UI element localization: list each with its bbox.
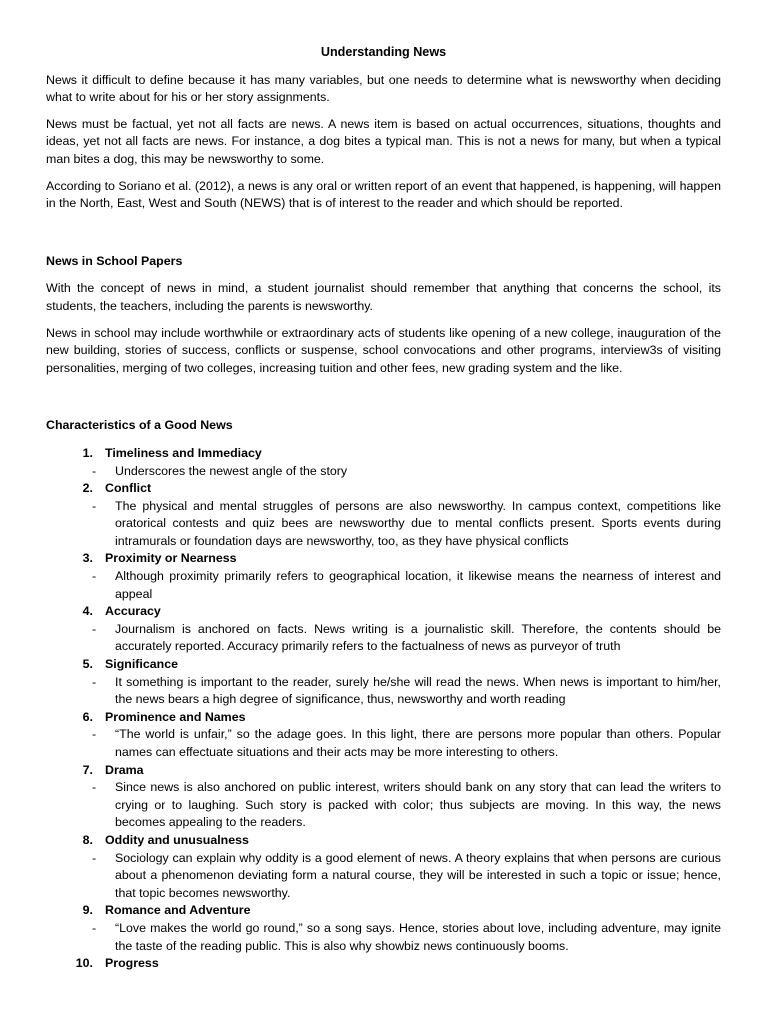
characteristic-title: Oddity and unusualness [105, 832, 249, 847]
intro-paragraph: News it difficult to define because it has many variables, but one needs to determine what is newsworthy when deciding what to write about for his or her story assignments. [46, 72, 721, 105]
characteristic-title: Romance and Adventure [105, 903, 251, 918]
characteristic-title: Progress [105, 956, 159, 971]
bullet-dash: - [92, 780, 97, 795]
characteristic-heading [46, 445, 721, 463]
characteristic-description [46, 726, 721, 761]
bullet-dash: - [92, 850, 97, 865]
characteristic-description-text: Journalism is anchored on facts. News writing is a journalistic skill. Therefore, the contents should be accurately reported. Accuracy primarily refers to the factualness of news as purveyor of truth [115, 621, 721, 654]
characteristic-title: Proximity or Nearness [105, 551, 237, 566]
section-heading-school: News in School Papers [46, 253, 183, 268]
characteristic-title: Drama [105, 762, 144, 777]
characteristic-description [46, 920, 721, 955]
characteristic-number: 1. [82, 445, 93, 460]
characteristic-description [46, 568, 721, 603]
list-item [46, 603, 721, 656]
characteristic-description [46, 850, 721, 903]
characteristic-number: 3. [82, 551, 93, 566]
characteristic-heading [46, 832, 721, 850]
characteristic-number: 10. [75, 956, 93, 971]
characteristic-description [46, 621, 721, 656]
characteristic-description [46, 779, 721, 832]
characteristic-number: 5. [82, 657, 93, 672]
bullet-dash: - [92, 727, 97, 742]
characteristic-description [46, 463, 721, 481]
school-paragraph: With the concept of news in mind, a student journalist should remember that anything that concerns the school, its students, the teachers, including the parents is newsworthy. [46, 281, 721, 313]
intro-paragraph: News must be factual, yet not all facts are news. A news item is based on actual occurrences, situations, thoughts and ideas, yet not all facts are news. For instance, a dog bites a typical man. This is not a news for many, but when a typical man bites a dog, this may be newsworthy to some. [46, 116, 721, 166]
characteristic-description-text: The physical and mental struggles of persons are also newsworthy. In campus context, competitions like oratorical contests and quiz bees are newsworthy due to mental conflicts present. Sports events during intramurals or foundation days are newsworthy, too, as they have physical conflicts [115, 498, 721, 548]
list-item [46, 709, 721, 762]
characteristic-description-text: Although proximity primarily refers to geographical location, it likewise means the nearness of interest and appeal [115, 569, 721, 601]
characteristic-title: Conflict [105, 481, 152, 496]
bullet-dash: - [92, 569, 97, 584]
list-item [46, 480, 721, 550]
list-item [46, 445, 721, 480]
intro-paragraph: According to Soriano et al. (2012), a news is any oral or written report of an event that happened, is happening, will happen in the North, East, West and South (NEWS) that is of interest to the reader and which should be reported. [46, 178, 721, 211]
characteristic-number: 6. [82, 709, 93, 724]
characteristic-number: 4. [82, 604, 93, 619]
characteristic-title: Significance [105, 657, 178, 672]
characteristic-heading [46, 480, 721, 498]
characteristic-heading [46, 709, 721, 727]
characteristic-number: 9. [82, 903, 93, 918]
characteristic-number: 2. [82, 481, 93, 496]
school-paragraph: News in school may include worthwhile or extraordinary acts of students like opening of a new college, inauguration of the new building, stories of success, conflicts or suspense, school convocations and other programs, interview3s of visiting personalities, merging of two colleges, increasing tuition and other fees, new grading system and the like. [46, 325, 721, 375]
characteristic-heading [46, 656, 721, 674]
bullet-dash: - [92, 463, 97, 478]
section-heading-characteristics: Characteristics of a Good News [46, 418, 233, 433]
characteristic-heading [46, 762, 721, 780]
characteristic-heading [46, 603, 721, 621]
characteristic-description-text: Underscores the newest angle of the story [115, 463, 348, 478]
characteristic-description-text: “The world is unfair,” so the adage goes. In this light, there are persons more popular than others. Popular names can effectuate situations and their acts may be more interesting to others. [115, 727, 721, 759]
list-item [46, 902, 721, 955]
characteristic-description-text: It something is important to the reader, surely he/she will read the news. When news is important to him/her, the news bears a high degree of significance, thus, newsworthy and worth reading [115, 674, 721, 707]
characteristic-description-text: Since news is also anchored on public interest, writers should bank on any story that can lead the writers to crying or to laughing. Such story is packed with color; thus subjects are moving. In this way, the news becomes appealing to the readers. [115, 780, 721, 830]
characteristic-title: Accuracy [105, 604, 161, 619]
characteristic-heading [46, 550, 721, 568]
list-item [46, 656, 721, 709]
characteristic-number: 8. [82, 832, 93, 847]
characteristics-list [46, 445, 721, 973]
bullet-dash: - [92, 621, 97, 636]
characteristic-description [46, 498, 721, 551]
characteristic-number: 7. [82, 762, 93, 777]
characteristic-description-text: “Love makes the world go round,” so a song says. Hence, stories about love, including adventure, may ignite the taste of the reading public. This is also why showbiz news continuously booms. [115, 920, 721, 953]
characteristic-heading [46, 955, 721, 973]
characteristic-title: Timeliness and Immediacy [105, 445, 262, 460]
list-item [46, 832, 721, 902]
characteristic-heading [46, 902, 721, 920]
characteristic-description-text: Sociology can explain why oddity is a good element of news. A theory explains that when persons are curious about a phenomenon deviating form a natural course, they will be interested in such a topic or issue; hence, that topic becomes newsworthy. [115, 850, 721, 900]
characteristic-description [46, 674, 721, 709]
list-item [46, 955, 721, 973]
page-title: Understanding News [320, 45, 447, 59]
bullet-dash: - [92, 498, 97, 513]
list-item [46, 550, 721, 603]
characteristic-title: Prominence and Names [105, 709, 246, 724]
bullet-dash: - [92, 674, 97, 689]
list-item [46, 762, 721, 832]
bullet-dash: - [92, 920, 97, 935]
